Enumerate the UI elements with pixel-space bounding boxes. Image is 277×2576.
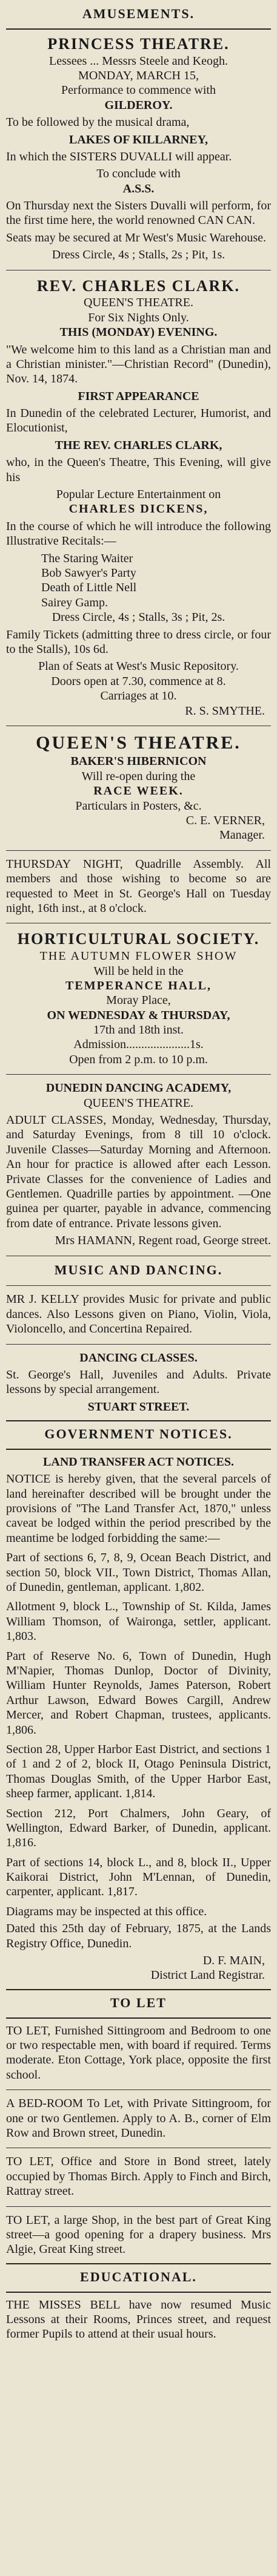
government-header: GOVERNMENT NOTICES.: [44, 1426, 233, 1442]
to-let-text: TO LET, a large Shop, in the best part of Great King street—a good opening for a drapery business. Mrs Algie, Great King street.: [6, 2213, 271, 2256]
land-parcel: Part of Reserve No. 6, Town of Dunedin, Hugh M'Napier, Thomas Dunlop, Doctor of Divinity, William Hunter Reynolds, James Paterson, Robert Arthur Lawson, Edward Bowes Cargill, Andrew Mercer, and Robert Chapman, trustees, applicants. 1,806.: [6, 1649, 271, 1737]
divider: [6, 1449, 271, 1450]
land-transfer-notice: NOTICE is hereby given, that the several parcels of land hereinafter described will be brought under the provisions of "The Land Transfer Act, 1870," unless caveat be lodged within the period prescribed by the meantime be lodged forbidding the same:—: [6, 1472, 271, 1545]
princess-title: PRINCESS THEATRE.: [47, 34, 230, 53]
charles-clark-ad: [6, 277, 271, 718]
divider: [6, 2089, 271, 2090]
clark-first: FIRST APPEARANCE: [78, 389, 199, 403]
queens-manager: C. E. VERNER,: [185, 814, 265, 828]
land-transfer-role: District Land Registrar.: [150, 1968, 265, 1982]
to-let-item: [6, 2213, 271, 2257]
horticultural-dates: ON WEDNESDAY & THURSDAY,: [47, 1008, 230, 1022]
music-header: MUSIC AND DANCING.: [54, 1262, 223, 1277]
dancing-academy-ad: [6, 1081, 271, 1248]
to-let-header: TO LET: [110, 1994, 167, 2010]
clark-doors: Doors open at 7.30, commence at 8.: [51, 674, 226, 688]
to-let-text: A BED-ROOM To Let, with Private Sittingroom, for one or two Gentlemen. Apply to A. B., corner of Elm Row and Brown street, Dunedin.: [6, 2097, 271, 2140]
princess-followed: To be followed by the musical drama,: [6, 116, 190, 129]
dancing-classes-ad: [6, 1351, 271, 1415]
land-parcel: Allotment 9, block L., Township of St. Kilda, James William Thomson, of Waironga, settler, applicant. 1,803.: [6, 1600, 271, 1644]
horticultural-show: THE AUTUMN FLOWER SHOW: [39, 949, 238, 963]
clark-course: In the course of which he will introduce the following Illustrative Recitals:—: [6, 519, 271, 548]
horticultural-ad: [6, 929, 271, 1067]
princess-seats: Seats may be secured at Mr West's Music Warehouse.: [6, 231, 266, 244]
clark-venue: QUEEN'S THEATRE.: [83, 296, 193, 310]
clark-popular: Popular Lecture Entertainment on: [56, 488, 221, 502]
princess-prices: Dress Circle, 4s ; Stalls, 2s ; Pit, 1s.: [52, 248, 225, 262]
land-parcel: Part of sections 14, block L., and 8, block II., Upper Kaikorai District, John M'Lennan, of Dunedin, carpenter, applicant. 1,817.: [6, 1855, 271, 1899]
dancing-classes: ADULT CLASSES, Monday, Wednesday, Thursday, and Saturday Evenings, from 8 till 10 o'clock. Juvenile Classes—Saturday Morning and Afternoon. An hour for practice is allowed after each Lesson. Private Classes for the convenience of Ladies and Gentlemen. Quadrille parties by appointment. —One guinea per quarter, payable in advance, commencing from date of entrance. Private lessons given.: [6, 1113, 271, 1230]
land-transfer-title: LAND TRANSFER ACT NOTICES.: [43, 1455, 234, 1469]
horticultural-hall: TEMPERANCE HALL,: [65, 978, 212, 992]
divider: [6, 850, 271, 851]
amusements-header: AMUSEMENTS.: [82, 6, 195, 21]
land-parcel: Section 212, Port Chalmers, John Geary, of Wellington, Edward Barker, of Dunedin, applicant. 1,816.: [6, 1806, 271, 1850]
clark-quote: "We welcome him to this land as a Christian man and a Christian minister."—Christian Record" (Dunedin), Nov. 14, 1874.: [6, 342, 271, 386]
clark-nights: For Six Nights Only.: [88, 310, 189, 324]
to-let-text: TO LET, Office and Store in Bond street, lately occupied by Thomas Birch. Apply to Finch and Birch, Rattray street.: [6, 2155, 271, 2198]
dancing-title: DUNEDIN DANCING ACADEMY,: [45, 1081, 232, 1095]
to-let-text: TO LET, Furnished Sittingroom and Bedroom to one or two respectable men, with board if required. Terms moderate. Eton Cottage, York place, opposite the first school.: [6, 2024, 271, 2082]
queens-theatre-ad: [6, 732, 271, 843]
clark-evening: THIS (MONDAY) EVENING.: [59, 326, 218, 339]
land-parcel: Section 28, Upper Harbor East District, and sections 1 of 1 and 2 of 2, block II, Otago Peninsula District, Thomas Douglas Smith, of the Upper Harbor East, sheep farmer, applicant. 1,814.: [6, 1742, 271, 1801]
clark-intro: In Dunedin of the celebrated Lecturer, Humorist, and Elocutionist,: [6, 407, 271, 435]
queens-reopen: Will re-open during the: [81, 769, 196, 783]
princess-play3: A.S.S.: [122, 182, 155, 195]
princess-thursday: On Thursday next the Sisters Duvalli will perform, for the first time here, the world renowned CAN CAN.: [6, 199, 271, 228]
dancing-classes-title: DANCING CLASSES.: [79, 1351, 198, 1365]
horticultural-open: Open from 2 p.m. to 10 p.m.: [69, 1052, 208, 1066]
clark-family: Family Tickets (admitting three to dress circle, or four to the Stalls), 10s 6d.: [6, 628, 271, 656]
clark-carriages: Carriages at 10.: [100, 689, 177, 703]
misses-bell-ad: [6, 2298, 271, 2342]
to-let-item: [6, 2154, 271, 2198]
divider: [6, 2292, 271, 2293]
dancing-address: Mrs HAMANN, Regent road, George street.: [55, 1234, 271, 1248]
queens-title: QUEEN'S THEATRE.: [36, 732, 241, 753]
divider: [6, 2263, 271, 2264]
horticultural-held: Will be held in the: [93, 964, 184, 978]
princess-performance: Performance to commence with: [61, 84, 216, 97]
clark-title: REV. CHARLES CLARK.: [36, 277, 241, 295]
princess-play1: GILDEROY.: [104, 98, 173, 112]
divider: [6, 1420, 271, 1421]
queens-hall: BAKER'S HIBERNICON: [70, 755, 207, 769]
divider: [6, 28, 271, 30]
clark-recital-item: Bob Sawyer's Party: [41, 566, 136, 580]
to-let-item: [6, 2096, 271, 2140]
horticultural-dates2: 17th and 18th inst.: [93, 1023, 184, 1037]
divider: [6, 1074, 271, 1075]
princess-conclude: To conclude with: [96, 167, 181, 181]
queens-week: RACE WEEK.: [93, 784, 184, 798]
clark-subject: CHARLES DICKENS,: [68, 502, 209, 516]
queens-role: Manager.: [219, 828, 265, 842]
clark-name: THE REV. CHARLES CLARK,: [55, 438, 222, 452]
kelly-text: MR J. KELLY provides Music for private and public dances. Also Lessons given on Piano, Violin, Viola, Violoncello, and Concertina Repaired.: [6, 1293, 271, 1336]
clark-recital-item: Death of Little Nell: [41, 581, 137, 595]
dancing-classes-text: St. George's Hall, Juveniles and Adults. Private lessons by special arrangement.: [6, 1368, 271, 1397]
dancing-classes-street: STUART STREET.: [87, 1400, 190, 1414]
to-let-item: [6, 2024, 271, 2083]
clark-manager: R. S. SMYTHE.: [185, 704, 265, 718]
clark-queens: who, in the Queen's Theatre, This Evening, will give his: [6, 456, 271, 484]
princess-duvalli: In which the SISTERS DUVALLI will appear.: [6, 149, 232, 163]
clark-recital-item: Sairey Gamp.: [41, 595, 108, 609]
quadrille-text: THURSDAY NIGHT, Quadrille Assembly. All members and those wishing to become so are requested to Meet in St. George's Hall on Tuesday night, 16th inst., at 8 o'clock.: [6, 857, 271, 915]
divider: [6, 1344, 271, 1345]
queens-particulars: Particulars in Posters, &c.: [75, 799, 202, 813]
misses-bell-text: THE MISSES BELL have now resumed Music Lessons at their Rooms, Princes street, and request former Pupils to attend at their usual hours.: [6, 2298, 271, 2341]
princess-date: MONDAY, MARCH 15,: [78, 68, 199, 82]
princess-play2: LAKES OF KILLARNEY,: [68, 133, 209, 146]
land-transfer-ad: [6, 1455, 271, 1983]
quadrille-ad: [6, 857, 271, 916]
divider: [6, 2017, 271, 2019]
clark-recital-item: The Staring Waiter: [41, 551, 133, 565]
land-transfer-signatory: D. F. MAIN,: [202, 1954, 265, 1968]
clark-plan: Plan of Seats at West's Music Repository.: [38, 660, 239, 673]
divider: [6, 2206, 271, 2207]
educational-header: EDUCATIONAL.: [80, 2269, 197, 2284]
princess-theatre-ad: [6, 34, 271, 263]
horticultural-place: Moray Place,: [106, 994, 171, 1008]
dancing-venue: QUEEN'S THEATRE.: [83, 1096, 193, 1110]
clark-prices: Dress Circle, 4s ; Stalls, 3s ; Pit, 2s.: [52, 611, 225, 624]
horticultural-title: HORTICULTURAL SOCIETY.: [17, 930, 260, 948]
kelly-ad: [6, 1292, 271, 1336]
princess-lessees: Lessees ... Messrs Steele and Keogh.: [49, 54, 228, 68]
land-parcel: Part of sections 6, 7, 8, 9, Ocean Beach District, and section 50, block VII., Town District, Thomas Allan, of Dunedin, gentleman, applicant. 1,802.: [6, 1551, 271, 1594]
land-transfer-plans: Diagrams may be inspected at this office.: [6, 1904, 207, 1918]
land-transfer-dated: Dated this 25th day of February, 1875, at the Lands Registry Office, Dunedin.: [6, 1922, 271, 1950]
divider: [6, 1989, 271, 1990]
divider: [6, 1285, 271, 1286]
horticultural-admission: Admission.....................1s.: [73, 1038, 204, 1052]
